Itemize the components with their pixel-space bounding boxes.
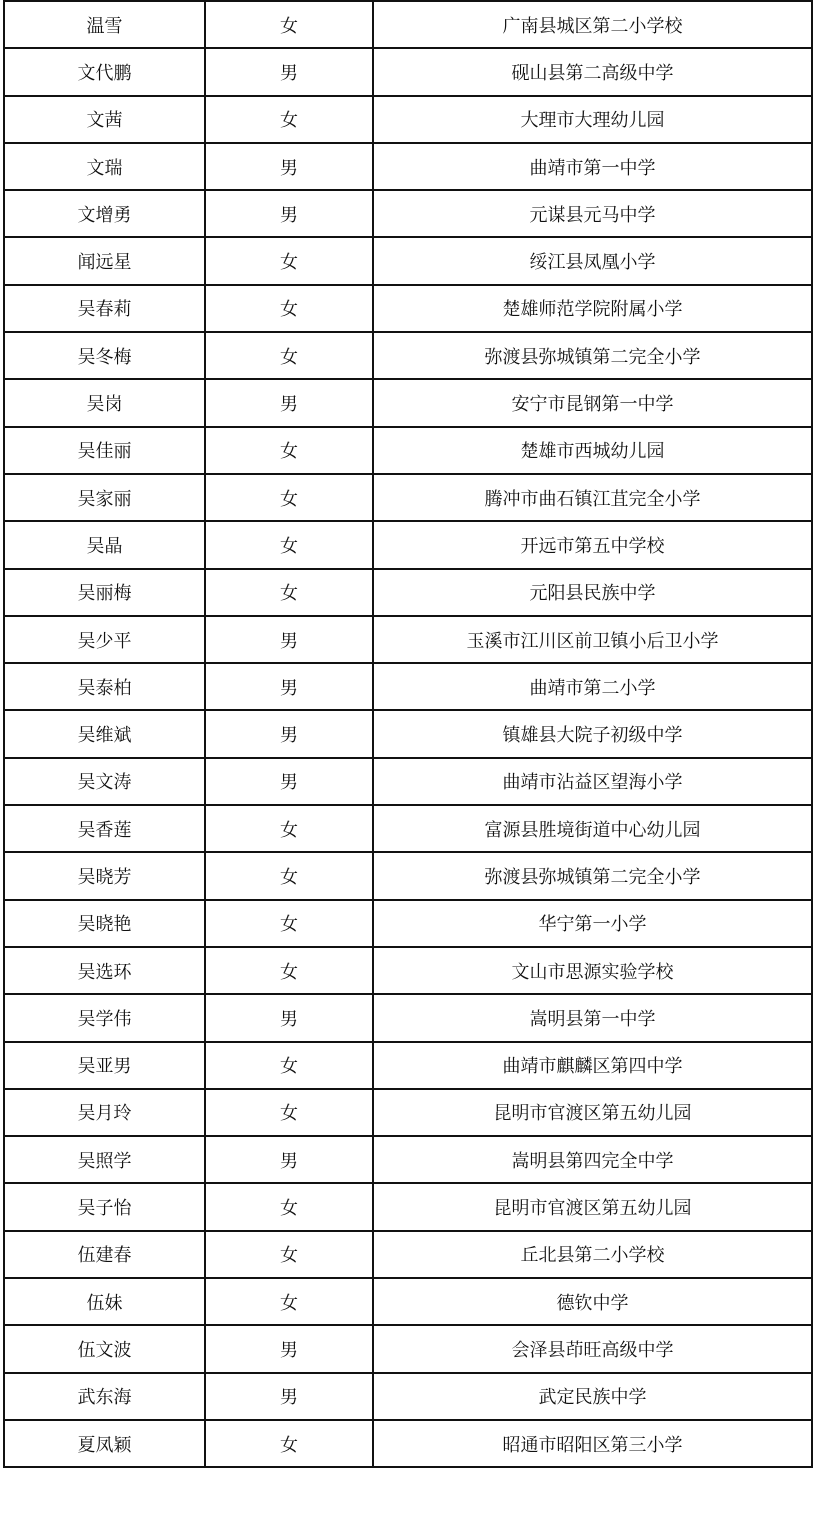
name-cell: 吴晓艳 bbox=[4, 900, 205, 947]
name-cell: 吴学伟 bbox=[4, 994, 205, 1041]
school-cell: 绥江县凤凰小学 bbox=[373, 237, 812, 284]
table-row bbox=[4, 237, 812, 284]
gender-cell: 女 bbox=[205, 1089, 373, 1136]
name-cell: 吴月玲 bbox=[4, 1089, 205, 1136]
name-cell: 吴香莲 bbox=[4, 805, 205, 852]
school-cell: 广南县城区第二小学校 bbox=[373, 1, 812, 48]
school-cell: 昆明市官渡区第五幼儿园 bbox=[373, 1089, 812, 1136]
gender-cell: 女 bbox=[205, 521, 373, 568]
gender-cell: 男 bbox=[205, 994, 373, 1041]
school-cell: 大理市大理幼儿园 bbox=[373, 96, 812, 143]
name-cell: 吴照学 bbox=[4, 1136, 205, 1183]
gender-cell: 女 bbox=[205, 900, 373, 947]
name-cell: 伍妹 bbox=[4, 1278, 205, 1325]
name-cell: 文茜 bbox=[4, 96, 205, 143]
school-cell: 富源县胜境街道中心幼儿园 bbox=[373, 805, 812, 852]
gender-cell: 女 bbox=[205, 332, 373, 379]
table-row bbox=[4, 994, 812, 1041]
table-row bbox=[4, 947, 812, 994]
table-row bbox=[4, 379, 812, 426]
gender-cell: 男 bbox=[205, 48, 373, 95]
gender-cell: 女 bbox=[205, 237, 373, 284]
gender-cell: 女 bbox=[205, 805, 373, 852]
name-cell: 吴文涛 bbox=[4, 758, 205, 805]
table-row bbox=[4, 900, 812, 947]
school-cell: 元谋县元马中学 bbox=[373, 190, 812, 237]
name-cell: 吴晓芳 bbox=[4, 852, 205, 899]
school-cell: 镇雄县大院子初级中学 bbox=[373, 710, 812, 757]
school-cell: 嵩明县第一中学 bbox=[373, 994, 812, 1041]
name-cell: 温雪 bbox=[4, 1, 205, 48]
school-cell: 玉溪市江川区前卫镇小后卫小学 bbox=[373, 616, 812, 663]
gender-cell: 男 bbox=[205, 616, 373, 663]
table-row bbox=[4, 190, 812, 237]
school-cell: 曲靖市第一中学 bbox=[373, 143, 812, 190]
name-cell: 吴佳丽 bbox=[4, 427, 205, 474]
table-row bbox=[4, 1373, 812, 1420]
name-cell: 吴少平 bbox=[4, 616, 205, 663]
name-cell: 吴春莉 bbox=[4, 285, 205, 332]
school-cell: 安宁市昆钢第一中学 bbox=[373, 379, 812, 426]
school-cell: 会泽县茚旺高级中学 bbox=[373, 1325, 812, 1372]
name-cell: 吴泰柏 bbox=[4, 663, 205, 710]
gender-cell: 女 bbox=[205, 96, 373, 143]
name-cell: 吴冬梅 bbox=[4, 332, 205, 379]
table-row bbox=[4, 852, 812, 899]
name-cell: 文瑞 bbox=[4, 143, 205, 190]
school-cell: 文山市思源实验学校 bbox=[373, 947, 812, 994]
gender-cell: 男 bbox=[205, 143, 373, 190]
school-cell: 开远市第五中学校 bbox=[373, 521, 812, 568]
name-cell: 吴维斌 bbox=[4, 710, 205, 757]
gender-cell: 女 bbox=[205, 474, 373, 521]
name-cell: 吴家丽 bbox=[4, 474, 205, 521]
name-cell: 吴亚男 bbox=[4, 1042, 205, 1089]
gender-cell: 女 bbox=[205, 947, 373, 994]
school-cell: 元阳县民族中学 bbox=[373, 569, 812, 616]
name-cell: 文增勇 bbox=[4, 190, 205, 237]
gender-cell: 女 bbox=[205, 1420, 373, 1467]
table-row bbox=[4, 1183, 812, 1230]
table-row bbox=[4, 1325, 812, 1372]
gender-cell: 女 bbox=[205, 852, 373, 899]
table-row bbox=[4, 1278, 812, 1325]
gender-cell: 女 bbox=[205, 427, 373, 474]
table-row bbox=[4, 616, 812, 663]
name-cell: 伍建春 bbox=[4, 1231, 205, 1278]
name-cell: 吴岗 bbox=[4, 379, 205, 426]
gender-cell: 女 bbox=[205, 1183, 373, 1230]
name-cell: 吴丽梅 bbox=[4, 569, 205, 616]
school-cell: 德钦中学 bbox=[373, 1278, 812, 1325]
gender-cell: 女 bbox=[205, 1, 373, 48]
gender-cell: 男 bbox=[205, 190, 373, 237]
name-cell: 吴晶 bbox=[4, 521, 205, 568]
table-row bbox=[4, 1, 812, 48]
school-cell: 砚山县第二高级中学 bbox=[373, 48, 812, 95]
school-cell: 楚雄师范学院附属小学 bbox=[373, 285, 812, 332]
roster-table-body bbox=[4, 1, 812, 1467]
gender-cell: 女 bbox=[205, 285, 373, 332]
school-cell: 嵩明县第四完全中学 bbox=[373, 1136, 812, 1183]
table-row bbox=[4, 569, 812, 616]
gender-cell: 男 bbox=[205, 1136, 373, 1183]
table-row bbox=[4, 1042, 812, 1089]
name-cell: 夏凤颖 bbox=[4, 1420, 205, 1467]
name-cell: 文代鹏 bbox=[4, 48, 205, 95]
gender-cell: 男 bbox=[205, 1325, 373, 1372]
table-row bbox=[4, 48, 812, 95]
roster-table bbox=[3, 0, 813, 1468]
school-cell: 昭通市昭阳区第三小学 bbox=[373, 1420, 812, 1467]
school-cell: 弥渡县弥城镇第二完全小学 bbox=[373, 852, 812, 899]
table-row bbox=[4, 96, 812, 143]
school-cell: 华宁第一小学 bbox=[373, 900, 812, 947]
gender-cell: 女 bbox=[205, 1231, 373, 1278]
table-row bbox=[4, 1231, 812, 1278]
school-cell: 腾冲市曲石镇江苴完全小学 bbox=[373, 474, 812, 521]
gender-cell: 男 bbox=[205, 379, 373, 426]
table-row bbox=[4, 332, 812, 379]
gender-cell: 男 bbox=[205, 1373, 373, 1420]
table-row bbox=[4, 1136, 812, 1183]
name-cell: 闻远星 bbox=[4, 237, 205, 284]
school-cell: 曲靖市沾益区望海小学 bbox=[373, 758, 812, 805]
name-cell: 武东海 bbox=[4, 1373, 205, 1420]
school-cell: 昆明市官渡区第五幼儿园 bbox=[373, 1183, 812, 1230]
table-row bbox=[4, 474, 812, 521]
school-cell: 武定民族中学 bbox=[373, 1373, 812, 1420]
gender-cell: 女 bbox=[205, 1278, 373, 1325]
table-row bbox=[4, 663, 812, 710]
table-row bbox=[4, 1089, 812, 1136]
table-row bbox=[4, 427, 812, 474]
school-cell: 弥渡县弥城镇第二完全小学 bbox=[373, 332, 812, 379]
gender-cell: 男 bbox=[205, 663, 373, 710]
school-cell: 丘北县第二小学校 bbox=[373, 1231, 812, 1278]
table-row bbox=[4, 521, 812, 568]
table-row bbox=[4, 1420, 812, 1467]
table-row bbox=[4, 143, 812, 190]
school-cell: 曲靖市第二小学 bbox=[373, 663, 812, 710]
gender-cell: 男 bbox=[205, 710, 373, 757]
table-row bbox=[4, 285, 812, 332]
name-cell: 吴选环 bbox=[4, 947, 205, 994]
school-cell: 楚雄市西城幼儿园 bbox=[373, 427, 812, 474]
gender-cell: 女 bbox=[205, 1042, 373, 1089]
gender-cell: 男 bbox=[205, 758, 373, 805]
school-cell: 曲靖市麒麟区第四中学 bbox=[373, 1042, 812, 1089]
name-cell: 吴子怡 bbox=[4, 1183, 205, 1230]
gender-cell: 女 bbox=[205, 569, 373, 616]
table-row bbox=[4, 805, 812, 852]
name-cell: 伍文波 bbox=[4, 1325, 205, 1372]
table-row bbox=[4, 710, 812, 757]
table-row bbox=[4, 758, 812, 805]
